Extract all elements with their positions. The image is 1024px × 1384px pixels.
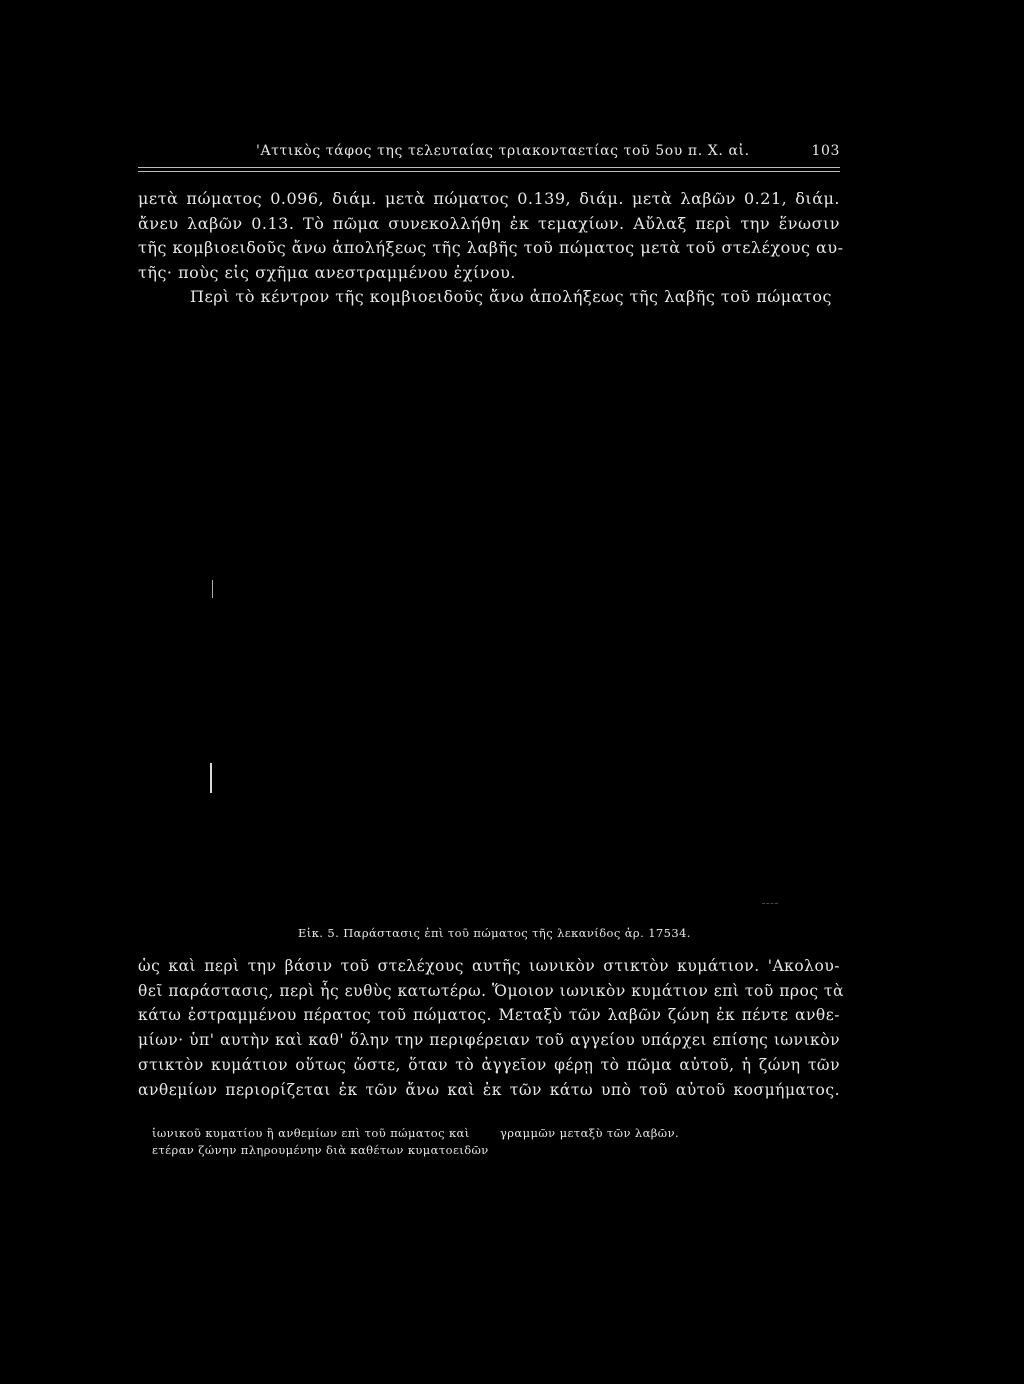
running-title: 'Αττικὸς τάφος της τελευταίας τριακονταετίας τοῦ 5ου π. Χ. αἰ. xyxy=(256,143,750,159)
footnote-right xyxy=(500,1125,679,1142)
paragraph-top xyxy=(138,187,844,310)
text-line: μετὰ πώματος 0.096, διάμ. μετὰ πώματος 0.139, διάμ. μετὰ λαβῶν 0.21, διάμ. xyxy=(138,189,840,208)
figure-mark xyxy=(210,763,212,793)
figure-mark xyxy=(762,903,778,904)
text-line: ανθεμίων περιορίζεται ἐκ τῶν ἄνω καὶ ἐκ τῶν κάτω υπὸ τοῦ αὐτοῦ κοσμήματος. xyxy=(138,1080,840,1099)
footnote-left xyxy=(152,1125,489,1159)
text-line: τῆς κομβιοειδοῦς ἄνω ἀπολήξεως τῆς λαβῆς τοῦ πώματος μετὰ τοῦ στελέχους αυ- xyxy=(138,238,844,258)
header-rule-lower xyxy=(138,171,840,172)
text-line: ἄνευ λαβῶν 0.13. Τὸ πῶμα συνεκολλήθη ἐκ τεμαχίων. Αὔλαξ περὶ την ἕνωσιν xyxy=(138,213,840,233)
text-line: κάτω ἐστραμμένου πέρατος τοῦ πώματος. Μεταξὺ τῶν λαβῶν ζώνη ἐκ πέντε ανθε- xyxy=(138,1006,840,1025)
paragraph-bottom xyxy=(138,954,844,1102)
text-line-indented: Περὶ τὸ κέντρον τῆς κομβιοειδοῦς ἄνω ἀπολήξεως τῆς λαβῆς τοῦ πώματος xyxy=(190,287,832,307)
figure-image xyxy=(138,340,840,920)
figure-caption: Εἰκ. 5. Παράστασις ἐπὶ τοῦ πώματος τῆς λεκανίδος ἀρ. 17534. xyxy=(298,926,691,940)
text-line: στικτὸν κυμάτιον οὕτως ὥστε, ὅταν τὸ ἀγγεῖον φέρῃ τὸ πῶμα αὐτοῦ, ἡ ζώνη τῶν xyxy=(138,1055,840,1074)
page-number: 103 xyxy=(811,143,840,159)
figure-mark xyxy=(212,580,213,598)
text-line: ὡς καὶ περὶ την βάσιν τοῦ στελέχους αυτῆς ιωνικὸν στικτὸν κυμάτιον. 'Ακολου- xyxy=(138,957,840,975)
footnote-line: ετέραν ζώνην πληρουμένην διὰ καθέτων κυματοειδῶν xyxy=(152,1143,489,1157)
footnote-line: ἰωνικοῦ κυματίου ἢ ανθεμίων επὶ τοῦ πώματος καὶ xyxy=(152,1126,470,1140)
footnote-line: γραμμῶν μεταξὺ τῶν λαβῶν. xyxy=(500,1126,680,1140)
text-line: τῆς· ποὺς εἰς σχῆμα ανεστραμμένου ἐχίνου. xyxy=(138,262,516,282)
header-rule-upper xyxy=(138,167,840,168)
text-line: μίων· ὑπ' αυτὴν καὶ καθ' ὅλην την περιφέρειαν τοῦ αγγείου υπάρχει επίσης ιωνικὸν xyxy=(138,1031,840,1050)
text-line: θεῖ παράστασις, περὶ ἧς ευθὺς κατωτέρω. Ὅμοιον ιωνικὸν κυμάτιον επὶ τοῦ προς τὰ xyxy=(138,981,844,1000)
running-header xyxy=(138,143,840,163)
